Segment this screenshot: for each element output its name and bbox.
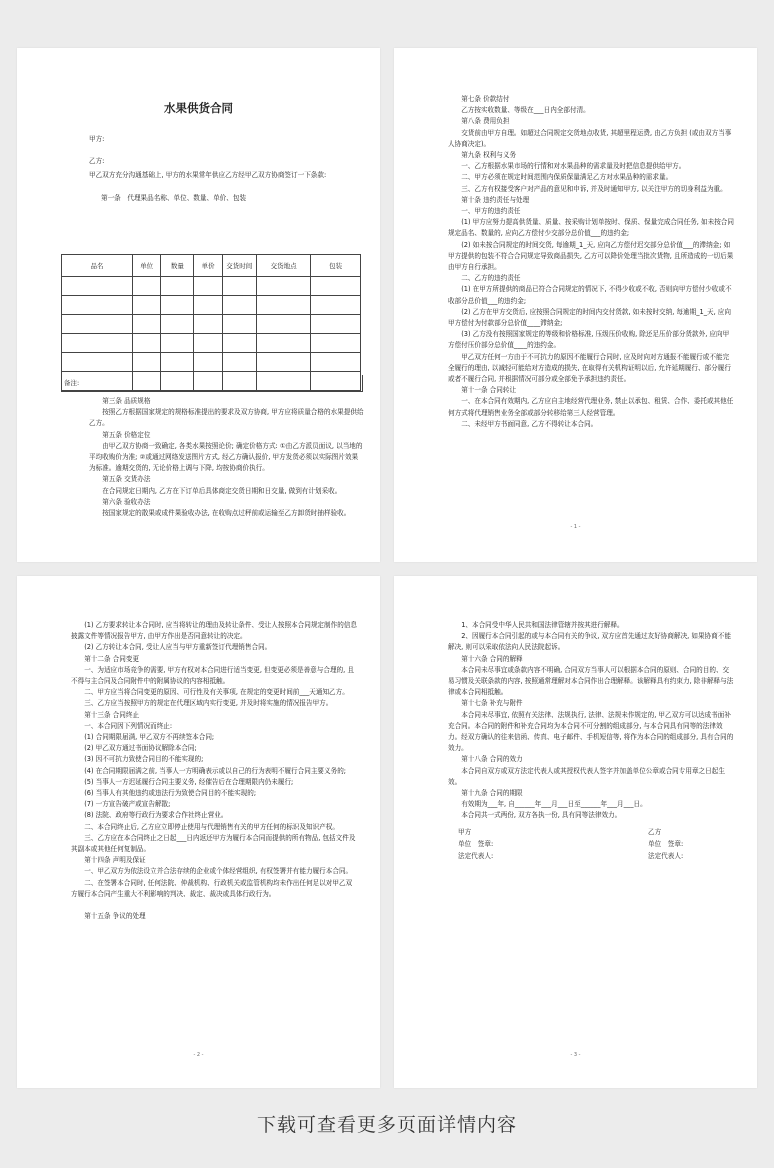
paragraph: 二、在签署本合同时, 任何法院、仲裁机构、行政机关或监管机构均未作出任何足以对甲乙双方履行本合同产生重大不利影响的判决、裁定、裁决或具体行政行为。: [71, 878, 353, 898]
document-page-2: [394, 48, 757, 562]
paragraph: 本合同自双方或双方法定代表人或其授权代表人签字并加盖单位公章或合同专用章之日起生效。: [448, 766, 725, 786]
table-cell: [222, 334, 256, 353]
paragraph: (4) 在合同期限届满之前, 当事人一方明确表示或以自己的行为表明不履行合同主要义务的;: [84, 766, 347, 775]
paragraph: (7) 一方宣告破产或宣告解散;: [84, 800, 171, 809]
table-row: [62, 296, 361, 315]
article-3-title: 第三条 品质规格: [102, 397, 151, 405]
article-6-body: 按国家规定的散果或成件果验收办法, 在收购点过秤前或运输至乙方卸货时抽样验收。: [102, 509, 351, 518]
note-row: 备注:: [61, 375, 363, 392]
document-page-1: [17, 48, 380, 562]
paragraph: 三、乙方有权接受客户对产品的意见和申诉, 并及时通知甲方, 以关注甲方的切身利益为重。: [461, 184, 727, 193]
paragraph: 一、甲乙双方为依法设立并合法存续的企业或个体经营组织, 有权签署并有能力履行本合同。: [84, 867, 353, 876]
article-1-title: 第一条 代理果品名称、单位、数量、单价、包装: [101, 194, 247, 202]
sig-party-a-rep: 法定代表人:: [458, 852, 494, 860]
table-cell: [311, 296, 361, 315]
table-cell: [311, 334, 361, 353]
table-cell: [194, 277, 222, 296]
table-cell: [194, 334, 222, 353]
paragraph: 第十八条 合同的效力: [461, 755, 523, 764]
paragraph: 一、为适应市场竞争的需要, 甲方有权对本合同进行适当变更, 但变更必须是善意与合理的, 且不得与主合同及合同附件中的附属协议的内容相抵触。: [71, 665, 354, 686]
col-header: 包装: [311, 255, 361, 277]
paragraph: 三、乙方应当按照甲方的规定在代理区域内实行变更, 并及时将实施的情况报告甲方。: [84, 699, 333, 708]
paragraph: (3) 乙方没有按照国家规定的等级和价格标准, 压级压价收购, 除还足压价部分货款外, 应向甲方偿付压价部分总价值____的违约金。: [448, 330, 730, 350]
table-cell: [222, 315, 256, 334]
paragraph: 二、甲方应当将合同变更的原因、可行性及有关事项, 在规定的变更时间前___天通知乙方。: [84, 688, 349, 697]
table-cell: [161, 315, 194, 334]
paragraph: 第八条 费用负担: [461, 117, 510, 126]
sig-party-b-unit: 单位 签章:: [648, 840, 684, 848]
col-header: 品名: [62, 255, 133, 277]
col-header: 数量: [161, 255, 194, 277]
paragraph: 二、未经甲方书面同意, 乙方不得转让本合同。: [461, 419, 598, 428]
table-cell: [256, 334, 310, 353]
document-page-4: [394, 576, 757, 1088]
article-5-body: 在合同规定日期内, 乙方在下订单后具体商定交货日期和日交量, 做到有计划采收。: [102, 486, 342, 495]
table-cell: [132, 334, 160, 353]
page-3-text: [71, 620, 357, 922]
sig-party-a-label: 甲方: [458, 828, 472, 836]
table-cell: [132, 353, 160, 372]
paragraph: (2) 如未按合同规定的时间交货, 每逾期_1_天, 应向乙方偿付迟交部分总价值___的滞纳金; 如甲方提供的包装不符合合同规定导致商品损失, 乙方可以降价处理当批次货物, 且所造成的一切后果由甲方自行承担。: [448, 240, 734, 272]
sig-party-a-unit: 单位 签章:: [458, 840, 494, 848]
signature-party-a: [458, 826, 493, 862]
page-4-text: [448, 620, 734, 822]
col-header: 交货时间: [222, 255, 256, 277]
article-3-body: 按照乙方根据国家规定的规格标准提出的要求及双方协商, 甲方应将质量合格的水果提供给乙方。: [89, 408, 364, 428]
paragraph: (6) 当事人有其他违约或违法行为致使合同目的不能实现的;: [84, 789, 257, 798]
signature-party-b: [648, 826, 683, 862]
page-number: - 2 -: [193, 1052, 204, 1058]
table-cell: [256, 353, 310, 372]
table-cell: [132, 277, 160, 296]
table-cell: [132, 296, 160, 315]
document-page-3: [17, 576, 380, 1088]
table-cell: [132, 315, 160, 334]
page-number: - 3 -: [570, 1052, 581, 1058]
party-b-label: 乙方:: [89, 157, 105, 165]
sig-party-b-rep: 法定代表人:: [648, 852, 684, 860]
table-row: [62, 334, 361, 353]
paragraph: (1) 乙方要求转让本合同时, 应当将转让的理由及转让条件、受让人按照本合同规定制作的信息披露文件等情况报告甲方, 由甲方作出是否同意转让的决定。: [71, 621, 357, 641]
paragraph: 第十二条 合同变更: [84, 654, 140, 663]
paragraph: 第七条 价款结付: [461, 95, 510, 103]
goods-table-body: [62, 277, 361, 391]
table-cell: [256, 315, 310, 334]
paragraph: 二、甲方必须在规定时间范围内保质保量满足乙方对水果品种的需求量。: [461, 173, 673, 182]
sig-party-b-label: 乙方: [648, 828, 662, 836]
paragraph: 1、本合同受中华人民共和国法律管辖并按其进行解释。: [461, 621, 624, 629]
table-cell: [62, 353, 133, 372]
paragraph: [71, 900, 357, 911]
table-cell: [62, 315, 133, 334]
page-number: - 1 -: [570, 524, 581, 530]
paragraph: (2) 乙方转让本合同, 受让人应当与甲方重新签订代理销售合同。: [84, 643, 272, 652]
paragraph: 三、乙方应在本合同终止之日起___日内返还甲方为履行本合同而提供的所有物品, 包括文件及其副本或其他任何复制品。: [71, 833, 356, 854]
goods-table-header: [62, 255, 361, 277]
table-row: [62, 277, 361, 296]
table-cell: [311, 277, 361, 296]
paragraph: (2) 甲乙双方通过书面协议解除本合同;: [84, 744, 197, 753]
paragraph: (8) 法院、政府等行政行为要求合作社终止营业。: [84, 811, 228, 820]
table-cell: [222, 277, 256, 296]
paragraph: 第十九条 合同的期限: [461, 789, 523, 798]
article-3: [89, 396, 364, 519]
paragraph: 有效期为___年, 自______年___月___日至______年___月___日。: [461, 800, 647, 809]
paragraph: 一、在本合同有效期内, 乙方应自主地经营代理业务, 禁止以承包、租赁、合作、委托或其他任何方式将代理销售业务全部或部分转移给第三人经营管理。: [448, 397, 734, 417]
paragraph: 一、乙方根据水果市场的行情和对水果品种的需求量及时把信息提供给甲方。: [461, 162, 686, 171]
table-cell: [62, 277, 133, 296]
paragraph: 第十四条 声明及保证: [84, 856, 146, 865]
table-cell: [256, 277, 310, 296]
paragraph: 二、本合同终止后, 乙方应立即停止使用与代理销售有关的甲方任何的标识及知识产权。: [84, 822, 339, 831]
article-4-body: 由甲乙双方协商一致确定, 各类水果按照论价; 确定价格方式: ①由乙方派员面议, 以当地的平均收购价为准; ②或通过网络发送图片方式, 经乙方确认报价, 甲方发货必须以实际图片效果为标准。逾期交货的, 无论价格上调与下降, 均按协商价执行。: [89, 441, 363, 473]
paragraph: 本合同未尽事宜, 依照有关法律、法规执行, 法律、法规未作规定的, 甲乙双方可以达成书面补充合同。本合同的附件和补充合同均为本合同不可分割的组成部分, 与本合同具有同等的法律效力。经双方确认的往来信函、传真、电子邮件、手机短信等, 将作为本合同的组成部分, 具有合同的效力。: [448, 710, 734, 753]
table-cell: [222, 296, 256, 315]
paragraph: (1) 在甲方所提供的商品已符合合同规定的情况下, 不得少收或不收, 否则向甲方偿付少收或不收部分总价值___的违约金;: [448, 285, 732, 305]
table-cell: [222, 353, 256, 372]
paragraph: 乙方按实收数量、等级在___日内全部付清。: [461, 106, 590, 115]
party-a-label: 甲方:: [89, 135, 105, 143]
col-header: 单位: [132, 255, 160, 277]
download-more-footer[interactable]: 下载可查看更多页面详情内容: [256, 1114, 517, 1136]
table-cell: [161, 353, 194, 372]
table-cell: [311, 315, 361, 334]
col-header: 单价: [194, 255, 222, 277]
paragraph: 一、本合同因下列情况而终止:: [84, 721, 173, 730]
paragraph: 本合同未尽事宜或条款内容不明确, 合同双方当事人可以根据本合同的原则、合同的目的、交易习惯及关联条款的内容, 按照通常理解对本合同作出合理解释。该解释具有约束力, 除非解释与法律或本合同相抵触。: [448, 665, 734, 697]
paragraph: 二、乙方的违约责任: [461, 274, 521, 283]
paragraph: 2、因履行本合同引起的或与本合同有关的争议, 双方应首先通过友好协商解决, 如果协商不能解决, 则可以采取依法向人民法院起诉。: [448, 632, 731, 652]
paragraph: (1) 合同期限届满, 甲乙双方不再续签本合同;: [84, 733, 215, 742]
table-cell: [62, 296, 133, 315]
paragraph: 第十条 违约责任与处理: [461, 195, 530, 204]
paragraph: 一、甲方的违约责任: [461, 207, 521, 216]
table-cell: [256, 296, 310, 315]
table-cell: [311, 353, 361, 372]
paragraph: (1) 甲方应努力提高供货量、质量、按采购计划单按时、保质、保量完成合同任务, 如未按合同规定品名、数量的, 应向乙方偿付少交部分总价值___的违约金;: [448, 218, 734, 238]
table-cell: [161, 277, 194, 296]
table-cell: [161, 334, 194, 353]
table-cell: [194, 353, 222, 372]
page-2-text: [448, 94, 734, 430]
table-row: [62, 315, 361, 334]
paragraph: 第十一条 合同转让: [461, 386, 517, 395]
article-6-title: 第六条 验收办法: [102, 497, 151, 506]
paragraph: (2) 乙方在甲方交货后, 应按照合同规定的时间内交付货款, 如未按时交纳, 每逾期_1_天, 应向甲方偿付为付款部分总价值____滞纳金;: [448, 307, 731, 328]
paragraph: 甲乙双方任何一方由于不可抗力的原因不能履行合同时, 应及时向对方通报不能履行或不能完全履行的理由, 以减轻可能给对方造成的损失, 在取得有关机构证明以后, 允许延期履行、部分履行或者不履行合同, 并根据情况可部分或全部免予承担违约责任。: [448, 352, 731, 384]
paragraph: 交货前由甲方自理。如超过合同规定交货地点收货, 其超里程运费, 由乙方负担 (或由双方当事人协商决定)。: [448, 128, 732, 148]
document-title: 水果供货合同: [164, 101, 233, 115]
table-row: [62, 353, 361, 372]
paragraph: (3) 因不可抗力致使合同目的不能实现的;: [84, 755, 204, 764]
intro-paragraph: 甲乙双方充分沟通基础上, 甲方的水果常年供应乙方经甲乙双方协商签订一下条款:: [89, 171, 327, 179]
paragraph: (5) 当事人一方迟延履行合同主要义务, 经催告后在合理期限内仍未履行;: [84, 777, 294, 786]
table-cell: [194, 296, 222, 315]
paragraph: 第十五条 争议的处理: [84, 912, 146, 921]
paragraph: 第十七条 补充与附件: [461, 699, 523, 708]
paragraph: 第十六条 合同的解释: [461, 654, 523, 663]
table-cell: [161, 296, 194, 315]
article-5-title: 第五条 交货办法: [102, 475, 151, 484]
article-4-title: 第五条 价格定位: [102, 430, 151, 439]
table-cell: [62, 334, 133, 353]
table-cell: [194, 315, 222, 334]
col-header: 交货地点: [256, 255, 310, 277]
paragraph: 第九条 权利与义务: [461, 151, 517, 160]
paragraph: 第十三条 合同终止: [84, 710, 140, 719]
paragraph: 本合同共一式两份, 双方各执一份, 具有同等法律效力。: [461, 811, 622, 820]
goods-table: [61, 254, 361, 391]
